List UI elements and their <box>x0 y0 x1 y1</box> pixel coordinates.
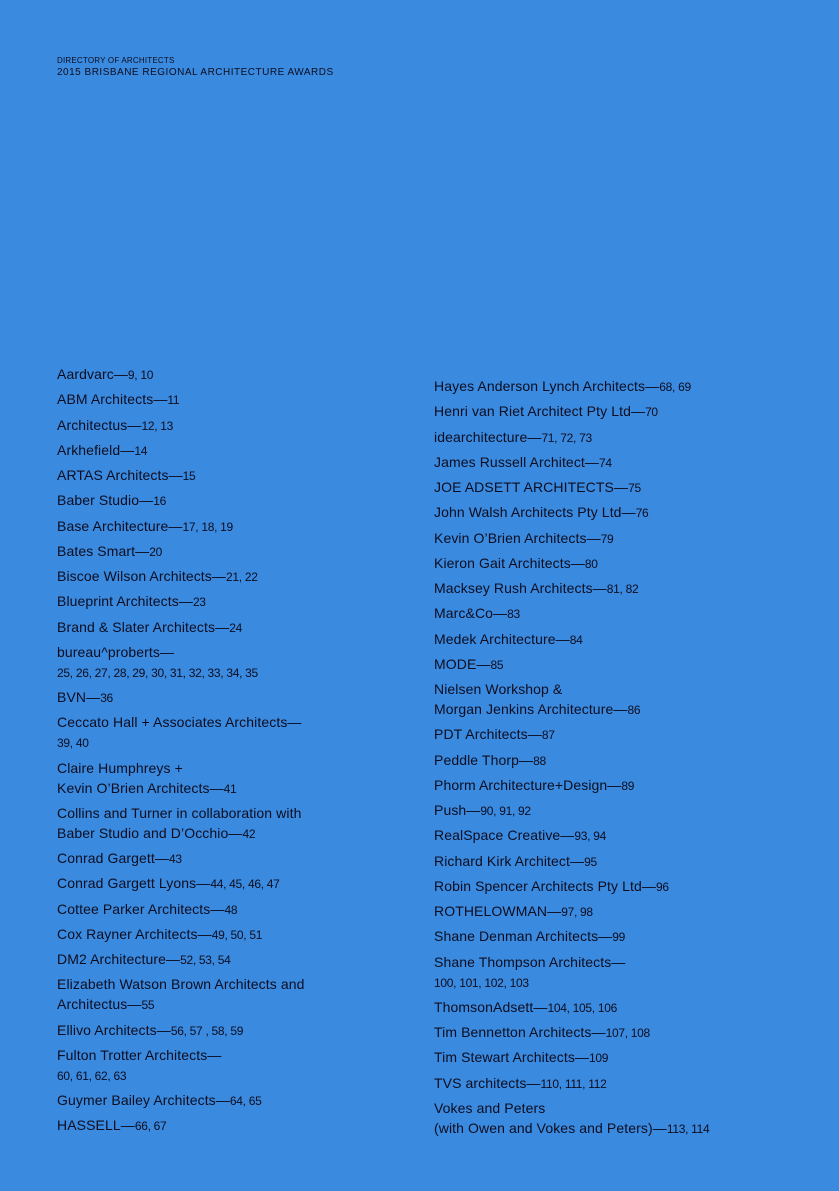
directory-entry <box>434 528 764 549</box>
architect-name-continued: Morgan Jenkins Architecture— <box>434 701 628 717</box>
architect-name: Fulton Trotter Architects— <box>57 1046 222 1063</box>
architect-name: idearchitecture— <box>434 428 542 445</box>
directory-entry <box>57 712 357 753</box>
directory-entry <box>434 502 764 523</box>
page-numbers: 44, 45, 46, 47 <box>210 877 280 892</box>
page-numbers: 80 <box>584 556 598 571</box>
page-numbers: 24 <box>229 620 242 635</box>
architect-name: HASSELL— <box>57 1117 135 1134</box>
page-header <box>57 55 334 80</box>
architect-name: Arkhefield— <box>57 441 135 458</box>
architect-name: James Russell Architect— <box>434 453 600 470</box>
page-numbers: 68, 69 <box>659 380 691 394</box>
awards-title: 2015 BRISBANE REGIONAL ARCHITECTURE AWARDS <box>57 67 334 78</box>
directory-entry <box>434 851 764 872</box>
architect-name: Bates Smart— <box>57 542 150 559</box>
page-numbers: 81, 82 <box>606 582 639 596</box>
page-numbers: 70 <box>645 405 658 420</box>
architect-name: Henri van Riet Architect Pty Ltd— <box>434 403 646 420</box>
page-numbers: 84 <box>569 632 583 647</box>
page-numbers: 36 <box>100 691 113 705</box>
architect-name: Aardvarc— <box>57 366 128 382</box>
architect-name: Hayes Anderson Lynch Architects— <box>434 378 660 394</box>
directory-entry <box>57 591 357 612</box>
directory-entry <box>434 477 764 498</box>
architect-name: Peddle Thorp— <box>434 751 534 768</box>
page-numbers: 83 <box>507 607 520 622</box>
page-numbers: 49, 50, 51 <box>211 927 263 942</box>
directory-entry <box>57 758 357 799</box>
directory-entry <box>57 389 357 410</box>
directory-entry <box>434 654 764 675</box>
directory-entry <box>434 401 764 422</box>
directory-entry <box>434 997 764 1018</box>
page-numbers: 41 <box>223 781 237 796</box>
directory-entry <box>434 901 764 922</box>
architect-name: Tim Bennetton Architects— <box>434 1024 606 1040</box>
architect-name: RealSpace Creative— <box>434 827 575 844</box>
directory-entry <box>434 724 764 745</box>
architect-name: PDT Architects— <box>434 726 542 743</box>
directory-entry <box>434 876 764 897</box>
page-numbers: 104, 105, 106 <box>547 1000 617 1015</box>
directory-entry <box>57 1045 357 1086</box>
page-numbers: 20 <box>149 544 162 559</box>
page-numbers: 90, 91, 92 <box>480 804 531 818</box>
directory-entry <box>57 899 357 920</box>
page-numbers: 25, 26, 27, 28, 29, 30, 31, 32, 33, 34, 35 <box>57 665 258 680</box>
page-numbers: 17, 18, 19 <box>182 519 233 534</box>
architect-name: Shane Denman Architects— <box>434 928 613 945</box>
page-numbers: 55 <box>141 998 155 1013</box>
directory-entry <box>57 415 357 436</box>
directory-entry <box>57 848 357 869</box>
directory-entry <box>57 566 357 587</box>
page-numbers: 76 <box>635 506 649 521</box>
directory-entry <box>434 1073 764 1094</box>
directory-entry <box>57 924 357 945</box>
architect-name: Phorm Architecture+Design— <box>434 776 622 793</box>
directory-right-column <box>434 376 764 1143</box>
page-numbers: 113, 114 <box>666 1121 710 1136</box>
architect-name: Marc&Co— <box>434 605 508 622</box>
directory-entry <box>434 750 764 771</box>
page-numbers: 12, 13 <box>141 418 174 433</box>
page-numbers: 15 <box>182 469 196 483</box>
architect-name: Architectus— <box>57 416 142 433</box>
architect-name-continued: Kevin O’Brien Architects— <box>57 779 224 796</box>
architect-name: Kevin O’Brien Architects— <box>434 529 601 546</box>
page-numbers: 71, 72, 73 <box>541 430 592 445</box>
directory-entry <box>57 465 357 486</box>
directory-entry <box>434 825 764 846</box>
architect-name: Elizabeth Watson Brown Architects and <box>57 976 305 993</box>
architect-name-continued: Baber Studio and D’Occhio— <box>57 824 243 841</box>
architect-name: ROTHELOWMAN— <box>434 903 562 919</box>
architect-name: John Walsh Architects Pty Ltd— <box>434 504 636 521</box>
directory-entry <box>434 679 764 720</box>
architect-name: ARTAS Architects— <box>57 467 183 483</box>
architect-name: Blueprint Architects— <box>57 593 193 610</box>
architect-name: Brand & Slater Architects— <box>57 618 230 635</box>
page-numbers: 39, 40 <box>57 736 89 751</box>
architect-name: Cottee Parker Architects— <box>57 900 225 917</box>
directory-entry <box>434 553 764 574</box>
directory-entry <box>57 490 357 511</box>
directory-entry <box>57 617 357 638</box>
page-numbers: 86 <box>627 703 641 717</box>
architect-name-continued: (with Owen and Vokes and Peters)— <box>434 1119 667 1136</box>
directory-entry <box>57 687 357 708</box>
page-numbers: 109 <box>589 1051 609 1066</box>
page-numbers: 99 <box>612 930 626 945</box>
architect-name: Push— <box>434 802 481 818</box>
architect-name: Conrad Gargett— <box>57 850 169 866</box>
directory-entry <box>57 1020 357 1041</box>
architect-name: Ceccato Hall + Associates Architects— <box>57 714 302 731</box>
page-numbers: 74 <box>599 455 612 470</box>
directory-entry <box>434 952 764 993</box>
page-numbers: 64, 65 <box>229 1094 262 1108</box>
architect-name: Ellivo Architects— <box>57 1021 171 1038</box>
architect-name: Vokes and Peters <box>434 1099 546 1116</box>
architect-name: Claire Humphreys + <box>57 759 183 776</box>
page-numbers: 85 <box>490 657 504 672</box>
directory-entry <box>434 376 764 397</box>
directory-entry <box>57 873 357 894</box>
directory-entry <box>434 629 764 650</box>
architect-name: Guymer Bailey Architects— <box>57 1092 230 1108</box>
page-numbers: 93, 94 <box>574 829 606 844</box>
architect-name: Nielsen Workshop & <box>434 681 563 697</box>
architect-name: ABM Architects— <box>57 391 168 408</box>
architect-name: Macksey Rush Architects— <box>434 580 607 596</box>
architect-name: Biscoe Wilson Architects— <box>57 568 226 584</box>
architect-name: bureau^proberts— <box>57 643 175 660</box>
architect-name: TVS architects— <box>434 1074 541 1091</box>
architect-name: Base Architecture— <box>57 517 183 534</box>
directory-entry <box>434 427 764 448</box>
directory-entry <box>57 541 357 562</box>
directory-entry <box>434 578 764 599</box>
directory-entry <box>57 364 357 385</box>
page-numbers: 11 <box>167 393 180 408</box>
architect-name-continued: Architectus— <box>57 996 142 1013</box>
directory-entry <box>434 1022 764 1043</box>
directory-entry <box>57 440 357 461</box>
architect-name: Robin Spencer Architects Pty Ltd— <box>434 877 656 894</box>
directory-entry <box>57 642 357 683</box>
page-numbers: 110, 111, 112 <box>540 1076 607 1091</box>
directory-entry <box>57 949 357 970</box>
architect-name: Medek Architecture— <box>434 630 570 647</box>
page-numbers: 87 <box>541 728 555 743</box>
architect-name: Richard Kirk Architect— <box>434 852 585 869</box>
page-numbers: 89 <box>621 778 635 793</box>
page-numbers: 96 <box>655 879 669 894</box>
page-numbers: 79 <box>600 531 614 546</box>
architect-name: DM2 Architecture— <box>57 951 181 967</box>
architect-name: Cox Rayner Architects— <box>57 925 212 942</box>
architect-name: Conrad Gargett Lyons— <box>57 875 211 892</box>
page-numbers: 75 <box>628 481 641 495</box>
directory-left-column <box>57 364 357 1141</box>
page-numbers: 48 <box>224 902 238 917</box>
page-numbers: 56, 57 , 58, 59 <box>170 1023 244 1038</box>
page-numbers: 100, 101, 102, 103 <box>434 975 529 990</box>
page-numbers: 66, 67 <box>134 1119 167 1134</box>
architect-name: MODE— <box>434 655 491 672</box>
page-numbers: 23 <box>192 595 206 610</box>
page-numbers: 52, 53, 54 <box>180 953 231 967</box>
page-numbers: 88 <box>533 753 546 768</box>
page-numbers: 107, 108 <box>605 1026 650 1040</box>
directory-entry <box>434 452 764 473</box>
directory-entry <box>434 800 764 821</box>
page-numbers: 43 <box>169 852 182 866</box>
architect-name: Shane Thompson Architects— <box>434 953 626 970</box>
architect-name: Baber Studio— <box>57 492 154 509</box>
architect-name: Kieron Gait Architects— <box>434 554 585 571</box>
directory-entry <box>57 974 357 1015</box>
architect-name: BVN— <box>57 689 101 705</box>
page-numbers: 21, 22 <box>226 570 258 584</box>
page-numbers: 97, 98 <box>561 905 593 919</box>
directory-entry <box>434 1047 764 1068</box>
directory-entry <box>434 1098 764 1139</box>
architect-name: JOE ADSETT ARCHITECTS— <box>434 479 629 495</box>
page-numbers: 16 <box>153 494 166 509</box>
directory-entry <box>57 1115 357 1136</box>
directory-entry <box>57 803 357 844</box>
directory-entry <box>434 926 764 947</box>
directory-entry <box>57 516 357 537</box>
directory-entry <box>434 603 764 624</box>
directory-entry <box>434 775 764 796</box>
architect-name: Tim Stewart Architects— <box>434 1049 590 1066</box>
page-numbers: 60, 61, 62, 63 <box>57 1068 127 1083</box>
page-numbers: 14 <box>134 443 148 458</box>
architect-name: ThomsonAdsett— <box>434 998 548 1015</box>
architect-name: Collins and Turner in collaboration with <box>57 804 302 821</box>
directory-title: DIRECTORY OF ARCHITECTS <box>57 56 175 65</box>
page-numbers: 9, 10 <box>127 368 154 382</box>
page-numbers: 42 <box>242 826 256 841</box>
directory-entry <box>57 1090 357 1111</box>
page-numbers: 95 <box>584 854 597 869</box>
